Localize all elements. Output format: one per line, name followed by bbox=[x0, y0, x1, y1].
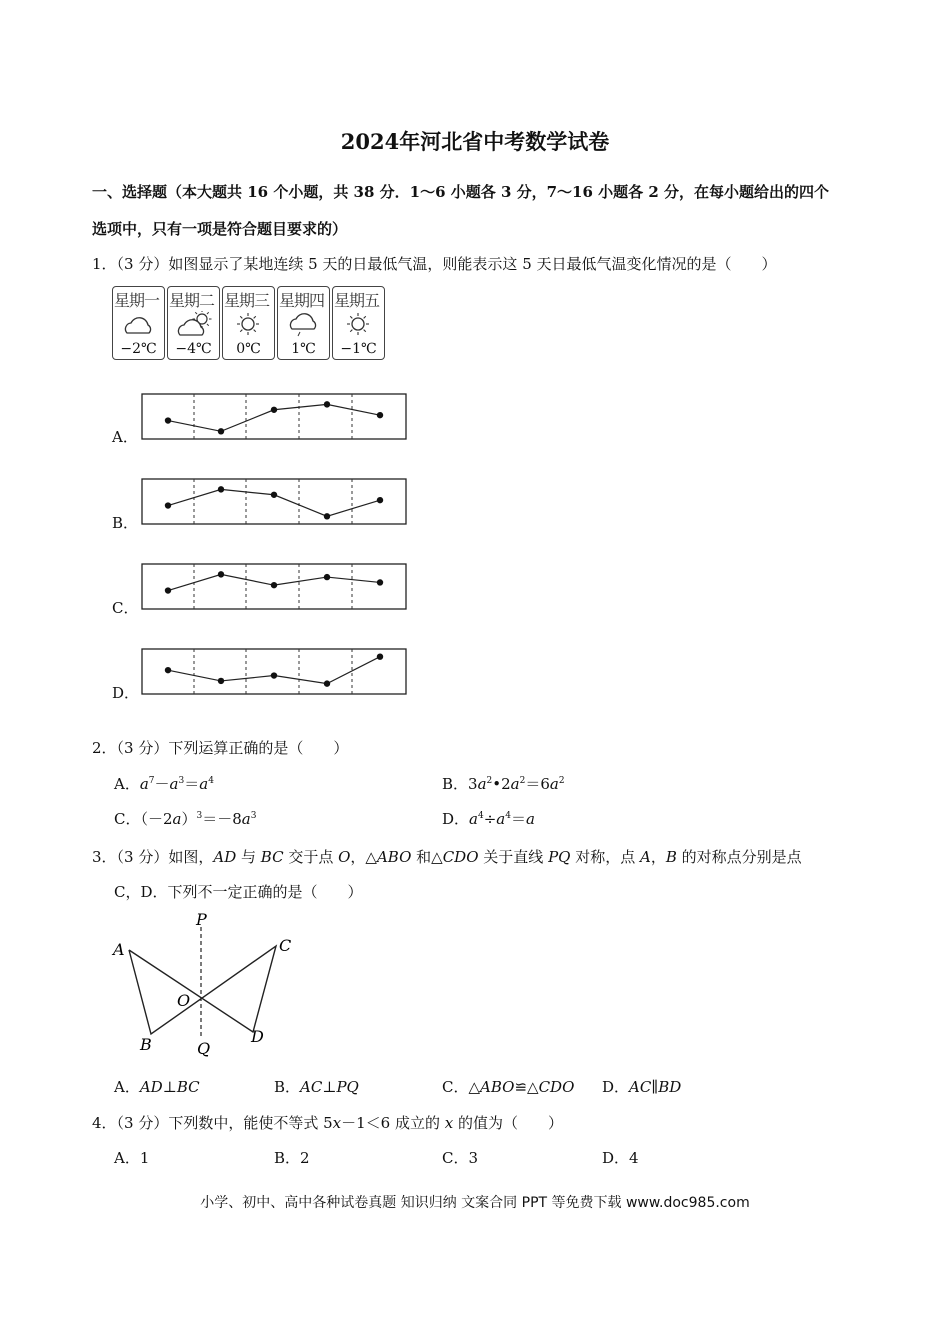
weather-day-label: 星期三 bbox=[224, 291, 270, 310]
data-point bbox=[218, 571, 224, 577]
q2-option-a: A．$a^7-a^3=a^4$ bbox=[114, 775, 214, 793]
data-point bbox=[377, 497, 383, 503]
data-point bbox=[324, 574, 330, 580]
q4-option-a: A．1 bbox=[114, 1149, 150, 1167]
question-1-stem: 1．（3 分）如图显示了某地连续 5 天的日最低气温，则能表示这 5 天日最低气温变化情况的是（ ） bbox=[92, 255, 777, 273]
data-point bbox=[377, 653, 383, 659]
q3-option-b: B．AC⊥PQ bbox=[274, 1078, 359, 1096]
weather-day-label: 星期二 bbox=[169, 291, 215, 310]
data-point bbox=[218, 486, 224, 492]
q2-option-c: C．$(-2a)^3=-8a^3$ bbox=[114, 810, 257, 828]
data-point bbox=[271, 582, 277, 588]
q4-option-c: C．3 bbox=[442, 1149, 479, 1167]
label-b: B bbox=[140, 1035, 152, 1054]
label-q: Q bbox=[197, 1039, 211, 1058]
data-point bbox=[218, 678, 224, 684]
question-2-stem: 2．（3 分）下列运算正确的是（ ） bbox=[92, 739, 349, 757]
weather-day-label: 星期一 bbox=[114, 291, 160, 310]
question-3-stem-line2: C，D．下列不一定正确的是（ ） bbox=[114, 883, 363, 901]
page-title: 2024年河北省中考数学试卷 bbox=[340, 129, 610, 154]
q1-option-d-label: D． bbox=[112, 684, 140, 702]
data-point bbox=[324, 680, 330, 686]
weather-temp: −2℃ bbox=[120, 341, 157, 357]
data-point bbox=[324, 513, 330, 519]
series-line bbox=[168, 657, 380, 684]
data-point bbox=[271, 407, 277, 413]
weather-day-label: 星期五 bbox=[334, 291, 380, 310]
data-point bbox=[271, 492, 277, 498]
q1-option-c-label: C． bbox=[112, 599, 139, 617]
label-p: P bbox=[196, 910, 207, 929]
data-point bbox=[324, 401, 330, 407]
label-d: D bbox=[251, 1027, 264, 1046]
q1-option-a-label: A． bbox=[112, 428, 138, 446]
data-point bbox=[271, 672, 277, 678]
q3-option-d: D．AC∥BD bbox=[602, 1078, 682, 1096]
data-point bbox=[165, 587, 171, 593]
q3-geometry-figure bbox=[100, 905, 310, 1065]
weather-temp: −1℃ bbox=[340, 341, 377, 357]
data-point bbox=[165, 417, 171, 423]
section-header-line1: 一、选择题（本大题共 16 个小题，共 38 分．1～6 小题各 3 分，7～16 小题各 2 分，在每小题给出的四个 bbox=[92, 183, 830, 201]
data-point bbox=[377, 412, 383, 418]
option-chart-b bbox=[142, 479, 406, 524]
label-o: O bbox=[177, 991, 191, 1010]
data-point bbox=[218, 428, 224, 434]
weather-temp: −4℃ bbox=[175, 341, 212, 357]
q3-option-a: A．AD⊥BC bbox=[114, 1078, 200, 1096]
label-a: A bbox=[113, 940, 125, 959]
option-chart-c bbox=[142, 564, 406, 609]
weather-temp: 0℃ bbox=[236, 341, 261, 357]
page-footer: 小学、初中、高中各种试卷真题 知识归纳 文案合同 PPT 等免费下载 www.doc985.com bbox=[200, 1195, 750, 1211]
q3-option-c: C．△ABO≌△CDO bbox=[442, 1078, 575, 1096]
q1-option-b-label: B． bbox=[112, 514, 139, 532]
option-chart-d bbox=[142, 649, 406, 694]
q2-option-b: B．$3a^2•2a^2=6a^2$ bbox=[442, 775, 565, 793]
data-point bbox=[165, 502, 171, 508]
weather-day-label: 星期四 bbox=[279, 291, 325, 310]
data-point bbox=[165, 667, 171, 673]
label-c: C bbox=[279, 936, 292, 955]
data-point bbox=[377, 579, 383, 585]
chart-frame bbox=[142, 649, 406, 694]
question-3-stem-line1: 3．（3 分）如图，AD 与 BC 交于点 O，△ABO 和△CDO 关于直线 PQ 对称，点 A，B 的对称点分别是点 bbox=[92, 848, 802, 866]
section-header-line2: 选项中，只有一项是符合题目要求的） bbox=[92, 220, 348, 238]
chart-frame bbox=[142, 394, 406, 439]
q4-option-b: B．2 bbox=[274, 1149, 310, 1167]
question-4-stem: 4．（3 分）下列数中，能使不等式 5x－1＜6 成立的 x 的值为（ ） bbox=[92, 1114, 564, 1132]
q2-option-d: D．$a^4\div a^4=a$ bbox=[442, 810, 535, 828]
weather-temp: 1℃ bbox=[291, 341, 316, 357]
option-chart-a bbox=[142, 394, 406, 439]
q4-option-d: D．4 bbox=[602, 1149, 639, 1167]
